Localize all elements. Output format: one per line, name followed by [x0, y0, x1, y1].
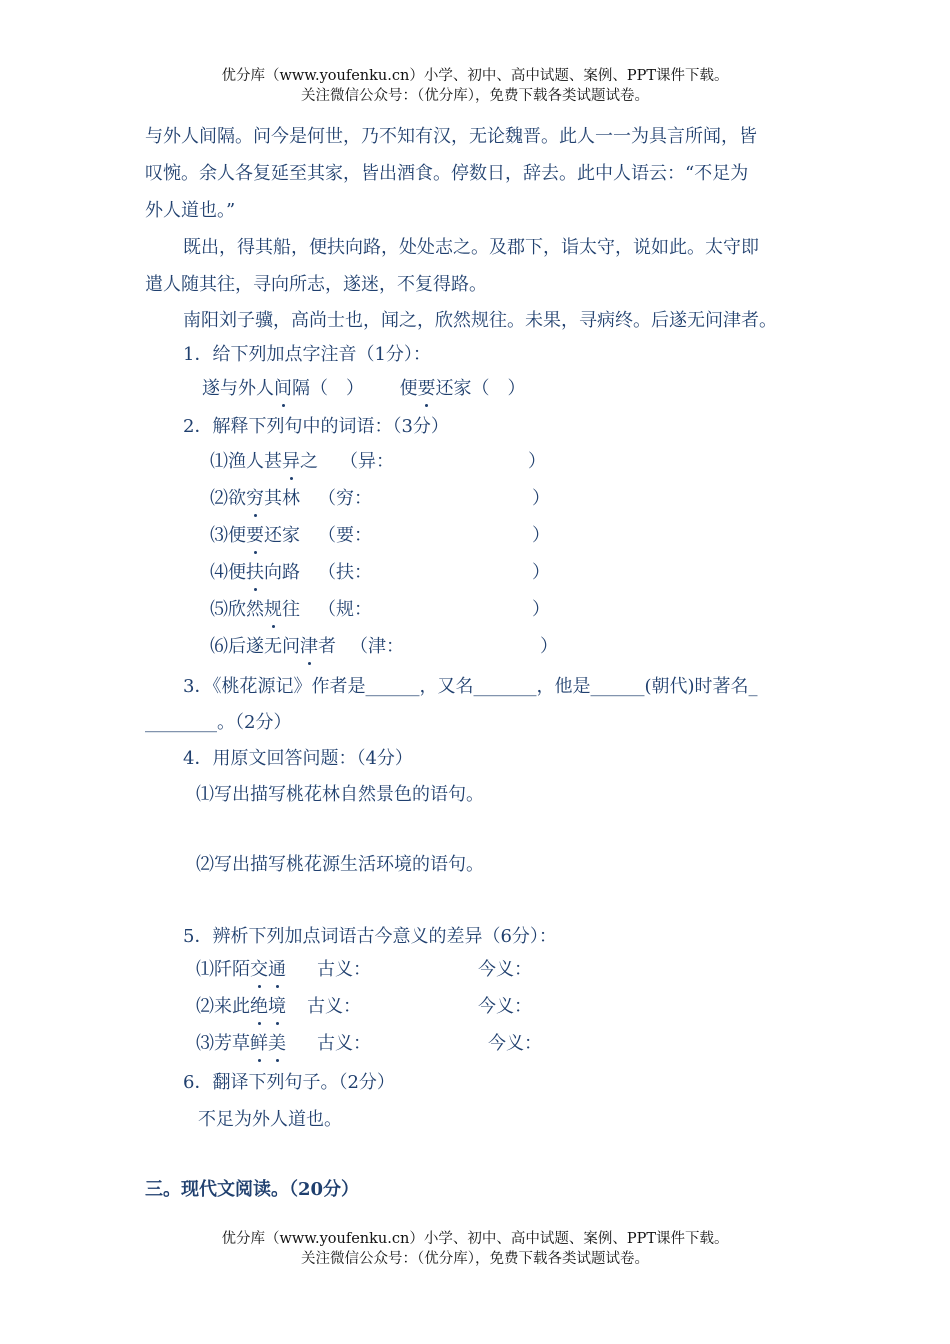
- q2-item-pre: 欲: [228, 488, 246, 509]
- q5-new-meaning: 今义：: [478, 959, 532, 980]
- q2-item-post: 还家: [264, 525, 300, 546]
- page-header: [0, 66, 950, 106]
- q5-item-num: ⑶: [196, 1033, 214, 1054]
- q5-item-num: ⑵: [196, 996, 214, 1017]
- q5-item-pre: 来此: [214, 996, 250, 1017]
- q5-old-meaning: 古义：: [317, 959, 371, 980]
- q5-item-dot-char: 境: [268, 994, 286, 1020]
- q2-item-dot-char: 津: [300, 634, 318, 660]
- footer-line-2: 关注微信公众号：（优分库），免费下载各类试题试卷。: [301, 1251, 649, 1267]
- header-line-2: 关注微信公众号：（优分库），免费下载各类试题试卷。: [301, 88, 649, 104]
- q2-item-pre: 便: [228, 525, 246, 546]
- q2-item-num: ⑸: [210, 599, 228, 620]
- q1-a-dot-char: 间: [274, 376, 292, 402]
- q3-line-1: 3．《桃花源记》作者是______，又名_______，他是______(朝代)时著名_: [183, 676, 758, 697]
- q2-item-answer: （规：: [318, 599, 372, 620]
- q2-item-post: 往: [282, 599, 300, 620]
- passage-line-4: 既出，得其船，便扶向路，处处志之。及郡下，诣太守，说如此。太守即: [183, 237, 759, 258]
- q5-item-dot-char: 鲜: [250, 1031, 268, 1057]
- q5-item-dot-char: 交: [250, 957, 268, 983]
- q2-item-pre: 欣然: [228, 599, 264, 620]
- q2-item: [210, 449, 318, 475]
- q5-item-num: ⑴: [196, 959, 214, 980]
- q1-b-dot-char: 要: [417, 376, 435, 402]
- q5-item-pre: 芳草: [214, 1033, 250, 1054]
- q5-item: [196, 957, 286, 983]
- passage-line-2: 叹惋。余人各复延至其家，皆出酒食。停数日，辞去。此中人语云：“不足为: [145, 163, 749, 184]
- q2-item: [210, 560, 300, 586]
- q5-old-meaning: 古义：: [317, 1033, 371, 1054]
- q2-item-pre: 渔人甚: [228, 451, 282, 472]
- q2-item-pre: 便: [228, 562, 246, 583]
- q5-item-dot-char: 美: [268, 1031, 286, 1057]
- q2-item: [210, 523, 300, 549]
- q2-item-answer: （穷：: [318, 488, 372, 509]
- q2-item-close: ）: [532, 488, 550, 509]
- q5-item: [196, 994, 286, 1020]
- q5-item-pre: 阡陌: [214, 959, 250, 980]
- q2-item: [210, 634, 336, 660]
- q2-item-close: ）: [540, 636, 558, 657]
- q1-a-post: 隔（ ）: [292, 378, 364, 399]
- q2-item-pre: 后遂无问: [228, 636, 300, 657]
- q2-title: 2．解释下列句中的词语：（3分）: [183, 416, 449, 437]
- q3-line-2: ________。（2分）: [145, 712, 292, 733]
- q2-item-num: ⑶: [210, 525, 228, 546]
- q2-item-answer: （要：: [318, 525, 372, 546]
- q2-item-dot-char: 穷: [246, 486, 264, 512]
- q2-item: [210, 597, 300, 623]
- q2-item-num: ⑹: [210, 636, 228, 657]
- q5-new-meaning: 今义：: [478, 996, 532, 1017]
- q4-title: 4．用原文回答问题：（4分）: [183, 748, 413, 769]
- q2-item-dot-char: 要: [246, 523, 264, 549]
- q1-b-pre: 便: [399, 378, 418, 399]
- q2-item-post: 向路: [264, 562, 300, 583]
- q4-sub-1: ⑴写出描写桃花林自然景色的语句。: [196, 784, 484, 805]
- q2-item-answer: （异：: [340, 451, 394, 472]
- page-footer: [0, 1229, 950, 1269]
- q5-item: [196, 1031, 286, 1057]
- q2-item-answer: （扶：: [318, 562, 372, 583]
- q2-item-dot-char: 规: [264, 597, 282, 623]
- footer-line-1: 优分库（www.youfenku.cn）小学、初中、高中试题、案例、PPT课件下载。: [221, 1231, 729, 1247]
- q2-item-num: ⑴: [210, 451, 228, 472]
- q2-item-dot-char: 异: [282, 449, 300, 475]
- header-line-1: 优分库（www.youfenku.cn）小学、初中、高中试题、案例、PPT课件下载。: [221, 68, 729, 84]
- q1-items: [202, 376, 525, 402]
- q1-a-pre: 遂与外人: [202, 378, 274, 399]
- passage-line-5: 遣人随其往，寻向所志，遂迷，不复得路。: [145, 274, 487, 295]
- q5-item-dot-char: 通: [268, 957, 286, 983]
- q2-item-answer: （津：: [350, 636, 404, 657]
- q2-item-close: ）: [532, 525, 550, 546]
- q2-item-close: ）: [532, 562, 550, 583]
- q1-title: 1．给下列加点字注音（1分）：: [183, 344, 431, 365]
- q5-new-meaning: 今义：: [488, 1033, 542, 1054]
- q5-old-meaning: 古义：: [307, 996, 361, 1017]
- q2-item: [210, 486, 300, 512]
- q2-item-post: 者: [318, 636, 336, 657]
- q5-item-dot-char: 绝: [250, 994, 268, 1020]
- section-3-title: 三。现代文阅读。（20分）: [145, 1179, 360, 1200]
- q2-item-dot-char: 扶: [246, 560, 264, 586]
- q2-item-close: ）: [528, 451, 546, 472]
- q2-item-num: ⑵: [210, 488, 228, 509]
- q6-text: 不足为外人道也。: [198, 1109, 342, 1130]
- q2-item-num: ⑷: [210, 562, 228, 583]
- q2-item-close: ）: [532, 599, 550, 620]
- q4-sub-2: ⑵写出描写桃花源生活环境的语句。: [196, 854, 484, 875]
- passage-line-6: 南阳刘子骥，高尚士也，闻之，欣然规往。未果，寻病终。后遂无问津者。: [183, 310, 777, 331]
- q2-item-post: 之: [300, 451, 318, 472]
- q6-title: 6．翻译下列句子。（2分）: [183, 1072, 395, 1093]
- q5-title: 5．辨析下列加点词语古今意义的差异（6分）：: [183, 926, 557, 947]
- q1-b-post: 还家（ ）: [435, 378, 526, 399]
- passage-line-1: 与外人间隔。问今是何世，乃不知有汉，无论魏晋。此人一一为具言所闻，皆: [145, 126, 757, 147]
- passage-line-3: 外人道也。”: [145, 200, 236, 221]
- q2-item-post: 其林: [264, 488, 300, 509]
